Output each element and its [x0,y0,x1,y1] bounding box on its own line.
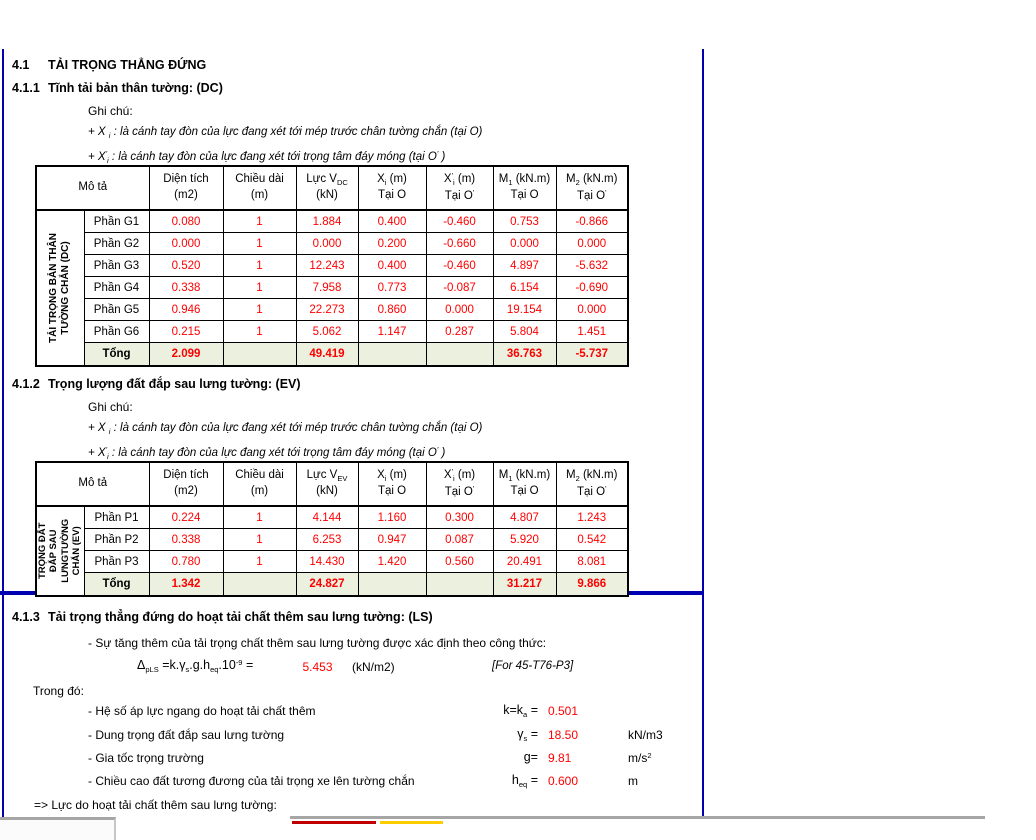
group-vertical-label [36,210,84,366]
section-number: 4.1.3 [12,610,40,624]
value-cell[interactable]: 5.804 [493,321,556,343]
param-symbol [420,750,538,764]
text-segment: i [453,178,455,188]
header-row [36,166,628,210]
text-segment: 1 [508,474,513,484]
value-cell[interactable]: 0.400 [358,255,426,277]
text-segment: a [523,710,528,719]
value-cell[interactable]: 1 [223,210,296,233]
text-segment: = [527,727,538,741]
param-value[interactable]: 9.81 [548,751,572,765]
column-header [149,166,223,210]
header-row [36,462,628,506]
value-cell[interactable]: 1.420 [358,551,426,573]
text-segment: M [566,468,576,481]
value-cell[interactable]: 0.753 [493,210,556,233]
total-value-cell[interactable] [223,573,296,597]
value-cell[interactable]: 0.542 [556,529,628,551]
ghi-chu-label: Ghi chú: [88,104,133,118]
partial-cell-fragment [0,817,116,840]
text-segment: =k.γ [158,658,186,672]
text-segment: g= [523,750,538,764]
text-segment: : là cánh tay đòn của lực đang xét tới mép trước chân tường chắn (tại O) [110,126,483,138]
param-unit [628,774,638,788]
formula-reference: [For 45-T76-P3] [492,660,574,672]
text-segment: Lực V [306,469,338,482]
section-4-1-heading [12,58,206,72]
text-segment: i [108,427,111,436]
value-cell[interactable]: -0.660 [426,233,493,255]
value-cell[interactable]: 4.897 [493,255,556,277]
table-row [36,506,628,529]
value-cell[interactable]: 1 [223,321,296,343]
header-mo-ta: Mô tả [36,166,149,210]
text-segment: kN/m3 [628,728,663,742]
text-segment: i [384,178,387,188]
formula-lhs [137,658,253,674]
total-value-cell[interactable] [358,343,426,367]
value-cell[interactable]: 0.338 [149,529,223,551]
vertical-label-line: LƯNGTƯỜNG [60,519,72,583]
total-value-cell[interactable] [358,573,426,597]
column-header [426,166,493,210]
value-cell[interactable]: 1 [223,233,296,255]
text-segment: EV [337,474,348,484]
text-segment: 2 [575,473,580,483]
column-header [556,166,628,210]
column-header [223,166,296,210]
value-cell[interactable]: -5.632 [556,255,628,277]
row-label-cell[interactable]: Phần P1 [84,506,149,529]
value-cell[interactable]: 0.780 [149,551,223,573]
row-label-cell[interactable]: Phần G1 [84,210,149,233]
column-header [149,462,223,506]
text-segment: ) [438,447,446,459]
value-cell[interactable]: 1 [223,299,296,321]
text-segment: ' [436,149,439,158]
text-segment: (kN) [316,189,338,202]
section-4-1-1-heading [12,81,223,95]
value-cell[interactable]: 1 [223,255,296,277]
value-cell[interactable]: 1.451 [556,321,628,343]
value-cell[interactable]: -0.087 [426,277,493,299]
total-label-cell[interactable]: Tổng [84,573,149,597]
section-title: Tĩnh tải bản thân tường: (DC) [48,81,223,95]
value-cell[interactable]: 0.200 [358,233,426,255]
param-unit [628,728,663,742]
text-segment: Tại O [444,190,473,203]
value-cell[interactable]: 4.807 [493,506,556,529]
row-label-cell[interactable]: Phần G6 [84,321,149,343]
table-row [36,210,628,233]
column-header [556,462,628,506]
page-break-line-right [702,49,704,816]
text-segment: -9 [235,658,243,667]
text-segment: i [107,156,109,165]
formula-value[interactable]: 5.453 [302,660,333,674]
text-segment: ' [105,445,108,454]
value-cell[interactable]: 1.243 [556,506,628,529]
text-segment: ' [472,188,475,198]
text-segment: DC [336,178,348,188]
text-segment: ' [605,187,607,197]
param-label: - Gia tốc trọng trường [88,751,204,765]
note-xi [88,422,482,436]
total-label-cell[interactable]: Tổng [84,343,149,367]
param-value[interactable]: 0.501 [548,704,579,718]
text-segment: (kN) [316,485,338,498]
text-segment: s [185,665,190,674]
text-segment: γ [517,727,524,741]
text-segment: + X [88,422,109,434]
column-header [223,462,296,506]
value-cell[interactable]: 5.920 [493,529,556,551]
text-segment: M [566,172,576,185]
total-value-cell[interactable]: 2.099 [149,343,223,367]
section-title: Tải trọng thẳng đứng do hoạt tải chất thêm sau lưng tường: (LS) [48,610,433,624]
note-xi-prime [88,149,445,165]
section-4-1-3-heading [12,610,433,624]
total-value-cell[interactable] [426,343,493,367]
text-segment: i [453,474,455,484]
value-cell[interactable]: 0.215 [149,321,223,343]
page-break-line-left [2,49,4,818]
text-segment: Chiều dài [235,173,284,186]
value-cell[interactable]: 0.000 [493,233,556,255]
value-cell[interactable]: 1 [223,506,296,529]
text-segment: s [523,734,528,743]
value-cell[interactable]: 1.160 [358,506,426,529]
text-segment: .g.h [189,658,211,672]
column-header [493,462,556,506]
section-title: Trọng lượng đất đắp sau lưng tường: (EV) [48,377,301,391]
text-segment: ' [451,171,453,181]
value-cell[interactable]: 1.147 [358,321,426,343]
text-segment: (m) [454,173,476,186]
value-cell[interactable]: 1 [223,529,296,551]
param-label: - Chiều cao đất tương đương của tải trọng xe lên tường chắn [88,774,415,788]
row-label-cell[interactable]: Phần G3 [84,255,149,277]
row-label-cell[interactable]: Phần G2 [84,233,149,255]
value-cell[interactable]: 0.860 [358,299,426,321]
text-segment: : là cánh tay đòn của lực đang xét tới trọng tâm đáy móng (tại O [108,447,437,459]
text-segment: Δ [137,658,146,672]
value-cell[interactable]: 8.081 [556,551,628,573]
text-segment: X [377,469,385,482]
value-cell[interactable]: -0.460 [426,255,493,277]
text-segment: : là cánh tay đòn của lực đang xét tới mép trước chân tường chắn (tại O) [110,422,483,434]
value-cell[interactable]: 1.884 [296,210,358,233]
table-row [36,299,628,321]
text-segment: (m2) [174,485,198,497]
param-label: - Hệ số áp lực ngang do hoạt tải chất thêm [88,704,316,718]
trong-do-label: Trong đó: [33,684,84,698]
text-segment: Tại O [377,485,407,498]
total-value-cell[interactable]: -5.737 [556,343,628,367]
value-cell[interactable]: 0.087 [426,529,493,551]
text-segment: Lực V [306,173,337,186]
text-segment: (kN.m) [579,468,618,481]
text-segment: X [443,173,452,186]
text-segment: (m) [386,469,407,482]
value-cell[interactable]: 0.080 [149,210,223,233]
value-cell[interactable]: 1 [223,551,296,573]
ghi-chu-label: Ghi chú: [88,400,133,414]
formula-unit: (kN/m2) [352,660,395,674]
text-segment: X [377,173,385,186]
text-segment: (m) [250,189,269,201]
calc-table-ev [35,461,629,597]
value-cell[interactable]: 7.958 [296,277,358,299]
total-row [36,343,628,367]
text-segment: + X [88,151,106,163]
text-segment: M [498,173,509,186]
text-segment: ' [105,149,108,158]
value-cell[interactable]: 5.062 [296,321,358,343]
text-segment: m [628,774,638,788]
text-segment: + X [88,447,106,459]
value-cell[interactable]: 19.154 [493,299,556,321]
value-cell[interactable]: 0.560 [426,551,493,573]
total-value-cell[interactable]: 49.419 [296,343,358,367]
table-dc-wrap [35,165,629,367]
param-value[interactable]: 18.50 [548,728,579,742]
text-segment: k=k [503,703,524,717]
table-row [36,277,628,299]
text-segment: i [108,131,111,140]
text-segment: 1 [508,178,513,188]
column-header [296,462,358,506]
value-cell[interactable]: 0.000 [149,233,223,255]
value-cell[interactable]: 6.253 [296,529,358,551]
text-segment: i [384,474,387,484]
text-segment: Chiều dài [235,469,284,482]
column-header [296,166,358,210]
value-cell[interactable]: 4.144 [296,506,358,529]
text-segment: (kN.m) [579,172,618,185]
total-value-cell[interactable] [426,573,493,597]
text-segment: 2 [575,177,580,187]
total-value-cell[interactable]: 9.866 [556,573,628,597]
total-row [36,573,628,597]
partial-border-gray [290,816,985,819]
text-segment: (m) [386,173,407,186]
value-cell[interactable]: -0.690 [556,277,628,299]
text-segment: h [511,773,519,787]
text-segment: pLS [145,665,159,674]
value-cell[interactable]: 1 [223,277,296,299]
total-value-cell[interactable]: 24.827 [296,573,358,597]
param-symbol [420,703,538,719]
column-header [358,462,426,506]
group-vertical-label [36,506,84,596]
text-segment: Tại O [510,485,539,498]
vertical-label-line: TẢI TRỌNG BẢN THÂN [48,233,60,343]
value-cell[interactable]: -0.866 [556,210,628,233]
param-unit [628,751,652,765]
text-segment: Tại O [444,486,473,499]
value-cell[interactable]: 0.224 [149,506,223,529]
text-segment: (kN.m) [512,173,551,186]
text-segment: 2 [647,751,652,760]
value-cell[interactable]: 0.946 [149,299,223,321]
text-segment: .10 [218,658,236,672]
text-segment: ' [451,467,453,477]
text-segment: ' [472,484,475,494]
text-segment: (m2) [174,189,198,201]
row-label-cell[interactable]: Phần G4 [84,277,149,299]
text-segment: eq [518,780,528,789]
value-cell[interactable]: 0.947 [358,529,426,551]
text-segment: : là cánh tay đòn của lực đang xét tới trọng tâm đáy móng (tại O [108,151,437,163]
total-value-cell[interactable] [223,343,296,367]
row-label-cell[interactable]: Phần P2 [84,529,149,551]
value-cell[interactable]: 0.000 [426,299,493,321]
value-cell[interactable]: 6.154 [493,277,556,299]
text-segment: (m) [454,469,476,482]
formula-intro: - Sự tăng thêm của tải trọng chất thêm sau lưng tường được xác định theo công thức: [88,636,547,650]
param-value[interactable]: 0.600 [548,774,579,788]
text-segment: i [107,452,109,461]
value-cell[interactable]: 0.400 [358,210,426,233]
text-segment: ) [438,151,446,163]
note-xi [88,126,482,140]
vertical-label-line: ĐẮP SAU [48,529,60,573]
total-value-cell[interactable]: 36.763 [493,343,556,367]
text-segment: (kN.m) [512,469,551,482]
text-segment: Tại O [576,189,606,202]
text-segment: = [242,658,254,672]
text-segment: m/s [628,751,648,765]
text-segment: X [443,469,452,482]
total-value-cell[interactable]: 1.342 [149,573,223,597]
param-symbol [420,727,538,743]
value-cell[interactable]: 14.430 [296,551,358,573]
value-cell[interactable]: 0.000 [556,233,628,255]
table-row [36,529,628,551]
value-cell[interactable]: 0.300 [426,506,493,529]
value-cell[interactable]: 22.273 [296,299,358,321]
value-cell[interactable]: 0.287 [426,321,493,343]
vertical-label-line: TRỌNG ĐẤT [37,522,49,580]
table-row [36,233,628,255]
section-number: 4.1.1 [12,81,40,95]
column-header [426,462,493,506]
section-number: 4.1 [12,58,30,72]
value-cell[interactable]: -0.460 [426,210,493,233]
row-label-cell[interactable]: Phần G5 [84,299,149,321]
text-segment: Diện tích [163,173,209,186]
table-row [36,255,628,277]
value-cell[interactable]: 12.243 [296,255,358,277]
text-segment: Tại O [576,485,606,498]
row-label-cell[interactable]: Phần P3 [84,551,149,573]
text-segment: + X [88,126,109,138]
param-label: - Dung trọng đất đắp sau lưng tường [88,728,285,742]
value-cell[interactable]: 20.491 [493,551,556,573]
text-segment: Diện tích [163,469,209,482]
vertical-label-line: TƯỜNG CHẮN (DC) [60,241,72,335]
text-segment: ' [605,483,607,493]
table-row [36,321,628,343]
conclusion-text: => Lực do hoạt tải chất thêm sau lưng tường: [34,798,277,812]
header-mo-ta: Mô tả [36,462,149,506]
note-xi-prime [88,445,445,461]
text-segment: Tại O [377,189,407,202]
text-segment: (m) [250,485,269,497]
text-segment: = [527,773,538,787]
section-title: TẢI TRỌNG THẲNG ĐỨNG [48,58,207,72]
value-cell[interactable]: 0.338 [149,277,223,299]
value-cell[interactable]: 0.520 [149,255,223,277]
text-segment: Tại O [510,189,539,202]
partial-border-yellow [380,821,443,824]
table-ev-wrap [35,461,629,597]
calc-table-dc [35,165,629,367]
value-cell[interactable]: 0.000 [296,233,358,255]
param-symbol [420,773,538,789]
text-segment: M [498,469,509,482]
vertical-label-line: CHẮN (EV) [71,526,83,576]
table-row [36,551,628,573]
total-value-cell[interactable]: 31.217 [493,573,556,597]
section-4-1-2-heading [12,377,301,391]
column-header [358,166,426,210]
partial-border-red [292,821,376,824]
column-header [493,166,556,210]
section-number: 4.1.2 [12,377,40,391]
text-segment: = [527,703,538,717]
text-segment: ' [436,445,439,454]
value-cell[interactable]: 0.773 [358,277,426,299]
text-segment: eq [210,665,219,674]
value-cell[interactable]: 0.000 [556,299,628,321]
